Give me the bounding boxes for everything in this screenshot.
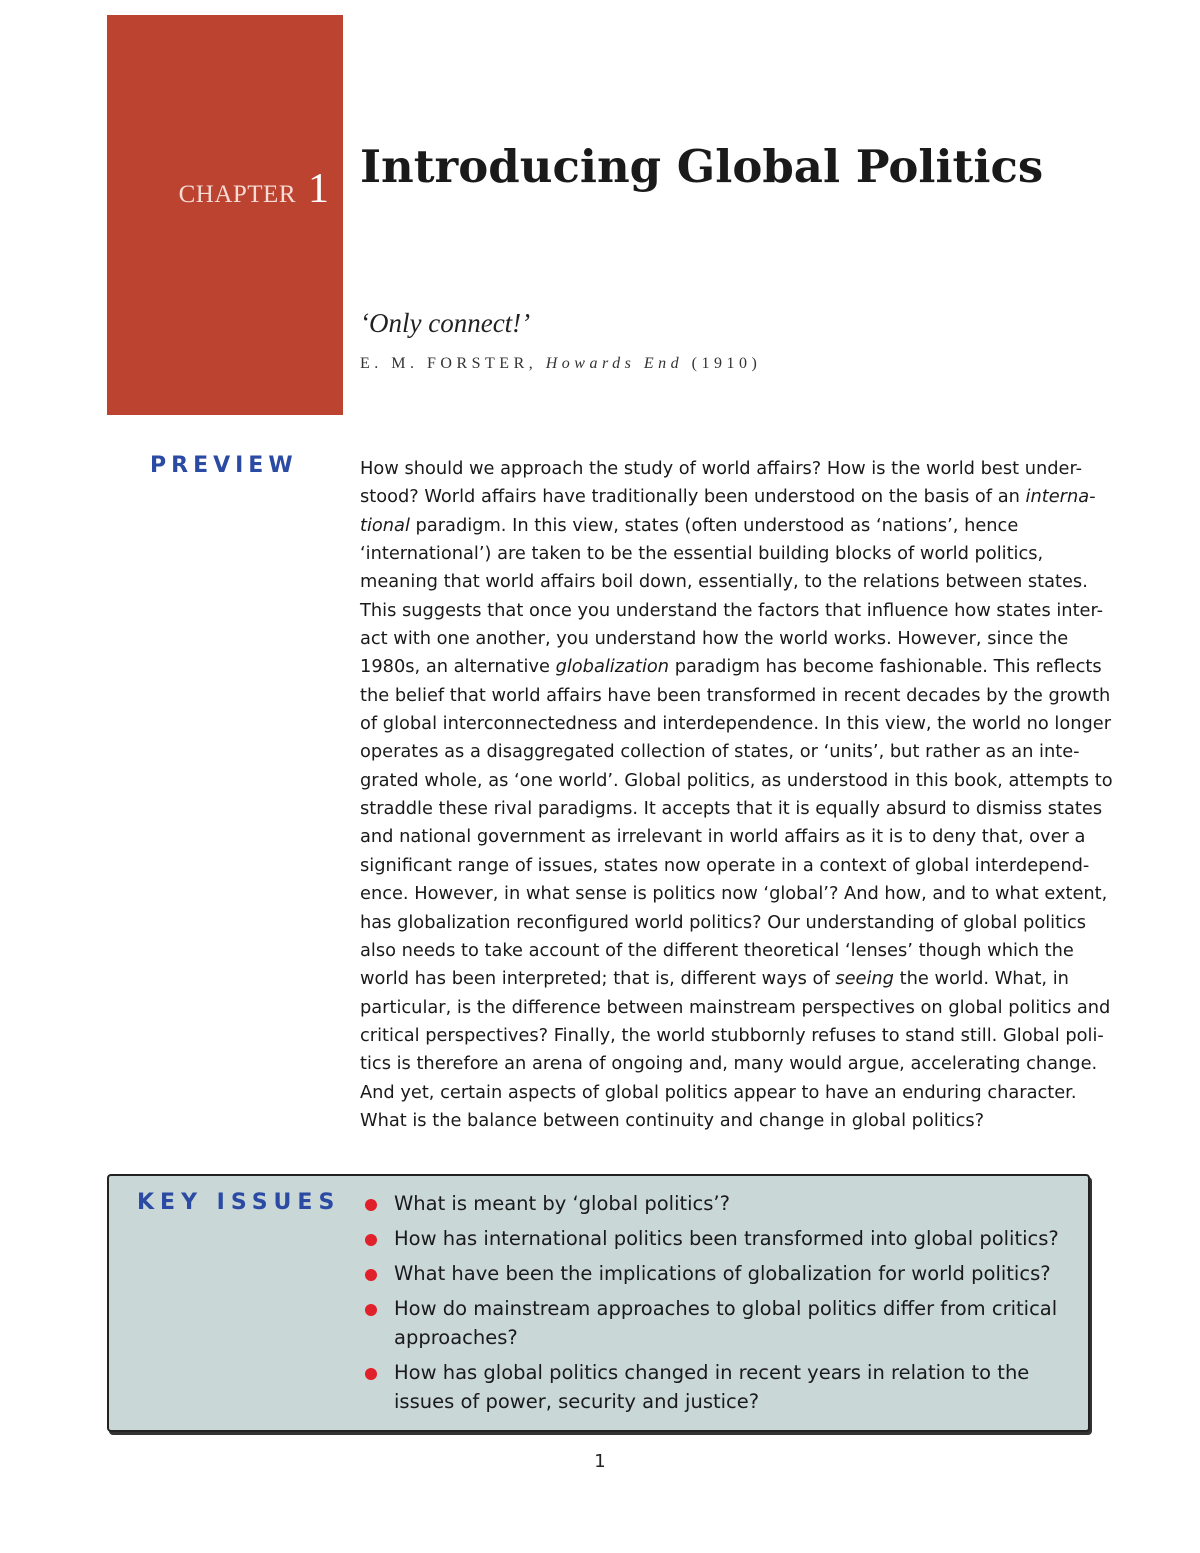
preview-text: paradigm. In this view, states (often understood as ‘nations’, hence [409, 514, 1019, 536]
preview-line [360, 909, 1100, 937]
page-number: 1 [594, 1451, 606, 1472]
preview-text: particular, is the difference between mainstream perspectives on global politics and [360, 996, 1111, 1018]
preview-text: And yet, certain aspects of global politics appear to have an enduring character. [360, 1081, 1077, 1103]
preview-line [360, 682, 1111, 710]
preview-line [360, 880, 1108, 908]
chapter-label [179, 165, 329, 213]
preview-text: 1980s, an alternative [360, 656, 556, 678]
epigraph-author: E. M. FORSTER, [360, 355, 538, 372]
preview-text: This suggests that once you understand the factors that influence how states inter- [360, 599, 1104, 621]
preview-line [360, 653, 1100, 681]
preview-emphasis: seeing [835, 968, 894, 990]
key-issue-text: What is meant by ‘global politics’? [394, 1192, 730, 1215]
preview-line [360, 937, 1100, 965]
preview-line [360, 455, 1100, 483]
chapter-title: Introducing Global Politics [360, 140, 1044, 193]
preview-text: and national government as irrelevant in world affairs as it is to deny that, over a [360, 826, 1086, 848]
key-issue-item [362, 1294, 1082, 1352]
chapter-number: 1 [308, 166, 329, 212]
preview-text: ‘international’) are taken to be the essential building blocks of world politics, [360, 543, 1044, 565]
preview-line [360, 994, 1111, 1022]
preview-text: has globalization reconfigured world politics? Our understanding of global politics [360, 911, 1087, 933]
key-issue-item [362, 1358, 1082, 1416]
preview-line [360, 795, 1103, 823]
key-issues-box [107, 1174, 1090, 1432]
key-issue-text: How has global politics changed in recent years in relation to the issues of power, security and justice? [394, 1361, 1030, 1413]
chapter-color-block [107, 15, 343, 415]
preview-paragraph [360, 455, 1113, 1135]
key-issue-text: What have been the implications of globalization for world politics? [394, 1262, 1051, 1285]
preview-heading: PREVIEW [150, 453, 298, 478]
preview-text: of global interconnectedness and interdependence. In this view, the world no longer [360, 713, 1112, 735]
preview-text: grated whole, as ‘one world’. Global politics, as understood in this book, attempts to [360, 769, 1113, 791]
epigraph-quote: ‘Only connect!’ [360, 308, 531, 338]
preview-text: What is the balance between continuity and change in global politics? [360, 1109, 985, 1131]
preview-line [360, 710, 1112, 738]
preview-text: How should we approach the study of world affairs? How is the world best under- [360, 458, 1083, 479]
preview-text: significant range of issues, states now operate in a context of global interdepend- [360, 854, 1090, 876]
preview-text: paradigm has become fashionable. This reflects [669, 656, 1102, 678]
preview-text: meaning that world affairs boil down, essentially, to the relations between states. [360, 571, 1088, 593]
key-issue-item [362, 1224, 1082, 1253]
bullet-icon [365, 1199, 377, 1211]
preview-line [360, 1107, 1100, 1135]
key-issue-text: How do mainstream approaches to global politics differ from critical approaches? [394, 1297, 1058, 1349]
key-issues-list [362, 1189, 1082, 1422]
epigraph-year: (1910) [691, 355, 762, 372]
preview-text: critical perspectives? Finally, the world stubbornly refuses to stand still. Global poli- [360, 1024, 1104, 1046]
preview-emphasis: interna- [1025, 486, 1096, 508]
preview-text: stood? World affairs have traditionally been understood on the basis of an [360, 486, 1026, 508]
bullet-icon [365, 1368, 377, 1380]
preview-line [360, 568, 1100, 596]
preview-line [360, 965, 1100, 993]
preview-line [360, 540, 1100, 568]
preview-text: world has been interpreted; that is, different ways of [360, 968, 836, 990]
epigraph-attribution [360, 355, 761, 373]
bullet-icon [365, 1269, 377, 1281]
bullet-icon [365, 1304, 377, 1316]
preview-line [360, 512, 1100, 540]
preview-line [360, 823, 1100, 851]
preview-emphasis: tional [360, 514, 410, 536]
preview-line [360, 597, 1104, 625]
preview-text: also needs to take account of the different theoretical ‘lenses’ though which the [360, 939, 1074, 961]
preview-line [360, 738, 1100, 766]
preview-line [360, 1079, 1100, 1107]
preview-line [360, 483, 1100, 511]
preview-line [360, 1050, 1100, 1078]
key-issues-heading: KEY ISSUES [137, 1190, 341, 1215]
chapter-word: CHAPTER [178, 181, 296, 208]
preview-text: the world. What, in [893, 968, 1069, 990]
key-issue-item [362, 1259, 1082, 1288]
bullet-icon [365, 1234, 377, 1246]
preview-line [360, 852, 1100, 880]
preview-text: operates as a disaggregated collection of states, or ‘units’, but rather as an inte- [360, 741, 1080, 763]
preview-emphasis: globalization [555, 656, 670, 678]
epigraph-book: Howards End [545, 355, 684, 372]
key-issue-text: How has international politics been transformed into global politics? [394, 1227, 1059, 1250]
preview-text: tics is therefore an arena of ongoing and, many would argue, accelerating change. [360, 1053, 1098, 1075]
preview-line [360, 1022, 1104, 1050]
preview-text: act with one another, you understand how the world works. However, since the [360, 628, 1069, 650]
preview-text: straddle these rival paradigms. It accepts that it is equally absurd to dismiss states [360, 798, 1103, 820]
preview-text: ence. However, in what sense is politics now ‘global’? And how, and to what extent, [360, 883, 1108, 905]
preview-line [360, 767, 1113, 795]
preview-line [360, 625, 1100, 653]
key-issue-item [362, 1189, 1082, 1218]
preview-text: the belief that world affairs have been transformed in recent decades by the growth [360, 684, 1111, 706]
